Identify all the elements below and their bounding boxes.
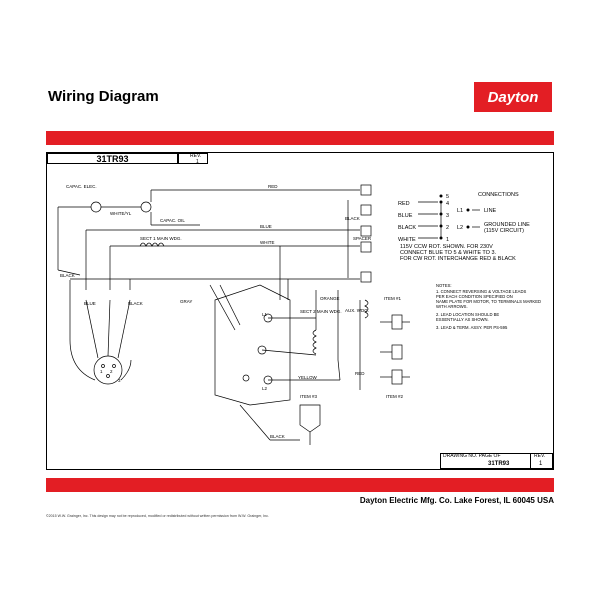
- connection-num-5: 5: [446, 194, 450, 200]
- wire-red-v-label: RED: [355, 371, 365, 376]
- note-line: 2. LEAD LOCATION SHOULD BE: [436, 312, 500, 317]
- connection-circuit: (115V CIRCUIT): [484, 228, 524, 234]
- connections-title: CONNECTIONS: [478, 192, 519, 198]
- white-yl-label: WHITE/YL: [110, 211, 132, 216]
- connection-num-1: 1: [446, 237, 450, 243]
- wire-black-bottom-label: BLACK: [270, 434, 285, 439]
- connection-grounded-line: GROUNDED LINE: [484, 222, 530, 228]
- connection-note-3: FOR CW ROT. INTERCHANGE RED & BLACK: [400, 256, 516, 262]
- wire-blue-v-label: BLUE: [84, 301, 96, 306]
- wire-white-label: WHITE: [260, 240, 275, 245]
- item3-label: ITEM #3: [300, 394, 318, 399]
- plug-pin-2: 2: [110, 369, 113, 374]
- connection-l1: L1: [457, 208, 464, 214]
- connection-lead-black: BLACK: [398, 225, 417, 231]
- wire-orange-label: ORANGE: [320, 296, 340, 301]
- page-title: Wiring Diagram: [48, 88, 159, 105]
- plug-pin-3: 3: [118, 378, 121, 383]
- wire-spacer-label: SPACER: [353, 236, 372, 241]
- footer-address: Dayton Electric Mfg. Co. Lake Forest, IL 60045 USA: [359, 496, 554, 505]
- note-line: 3. LEAD & TERM. ASSY. PER PS-595: [436, 325, 508, 330]
- plug-pin-1: 1: [100, 369, 103, 374]
- connection-line: LINE: [484, 208, 497, 214]
- dayton-logo: Dayton: [474, 82, 552, 112]
- wire-blue-label: BLUE: [260, 224, 272, 229]
- wire-gray-label: GRAY: [180, 299, 193, 304]
- note-line: 1. CONNECT REVERSING & VOLTAGE LEADS: [436, 289, 527, 294]
- item2-label: ITEM #2: [386, 394, 404, 399]
- connection-note-2: CONNECT BLUE TO 5 & WHITE TO 3.: [400, 250, 497, 256]
- title-block-drawing-number: 31TR93: [488, 461, 510, 467]
- capac-elec-label: CAPAC. ELEC.: [66, 184, 97, 189]
- sheet-rev-value: 1: [196, 159, 199, 165]
- connection-num-2: 2: [446, 225, 450, 231]
- connection-lead-white: WHITE: [398, 237, 416, 243]
- note-line: NAME PLATE FOR MOTOR, TO TERMINALS MARKED: [436, 299, 542, 304]
- connection-lead-blue: BLUE: [398, 213, 413, 219]
- connection-note-1: 115V CCW ROT. SHOWN. FOR 230V: [400, 244, 493, 250]
- wire-black-bottom-v-label: BLACK: [128, 301, 143, 306]
- note-line: PER EACH CONDITION SPECIFIED ON: [436, 294, 513, 299]
- wire-black-v-label: BLACK: [345, 216, 360, 221]
- notes-title: NOTES:: [436, 283, 452, 288]
- copyright-notice: ©2015 W.W. Grainger, Inc. This design may not be reproduced, modified or redistributed without written permission from W.W. Grainger, Inc.: [46, 514, 269, 518]
- note-line: WITH ARROWS.: [436, 304, 468, 309]
- wire-black-left-label: BLACK: [60, 273, 75, 278]
- terminal-l1-label: L1: [262, 312, 268, 317]
- capac-oil-label: CAPAC. OIL: [160, 218, 185, 223]
- bottom-red-bar: [46, 478, 554, 492]
- title-block-rev-value: 1: [539, 461, 543, 467]
- connection-l2: L2: [457, 225, 464, 231]
- aux-wdg-label: AUX. WDG.: [345, 308, 370, 313]
- sheet-rev-label: REV.: [190, 153, 202, 159]
- item1-label: ITEM #1: [384, 296, 402, 301]
- title-block-rev-label: REV.: [534, 453, 546, 459]
- connection-num-3: 3: [446, 213, 450, 219]
- terminal-l2-label: L2: [262, 386, 268, 391]
- wire-red-label: RED: [268, 184, 278, 189]
- connection-num-4: 4: [446, 201, 450, 207]
- note-line: ESSENTIALLY AS SHOWN.: [436, 317, 489, 322]
- title-block-label: DRAWING NO. PAGE OF: [443, 453, 501, 459]
- connection-lead-red: RED: [398, 201, 410, 207]
- sheet-drawing-number: 31TR93: [47, 153, 178, 164]
- sect1-main-label: SECT 1 MAIN WDG.: [140, 236, 182, 241]
- sect2-main-label: SECT 2 MAIN WDG.: [300, 309, 342, 314]
- wire-yellow-label: YELLOW: [298, 375, 317, 380]
